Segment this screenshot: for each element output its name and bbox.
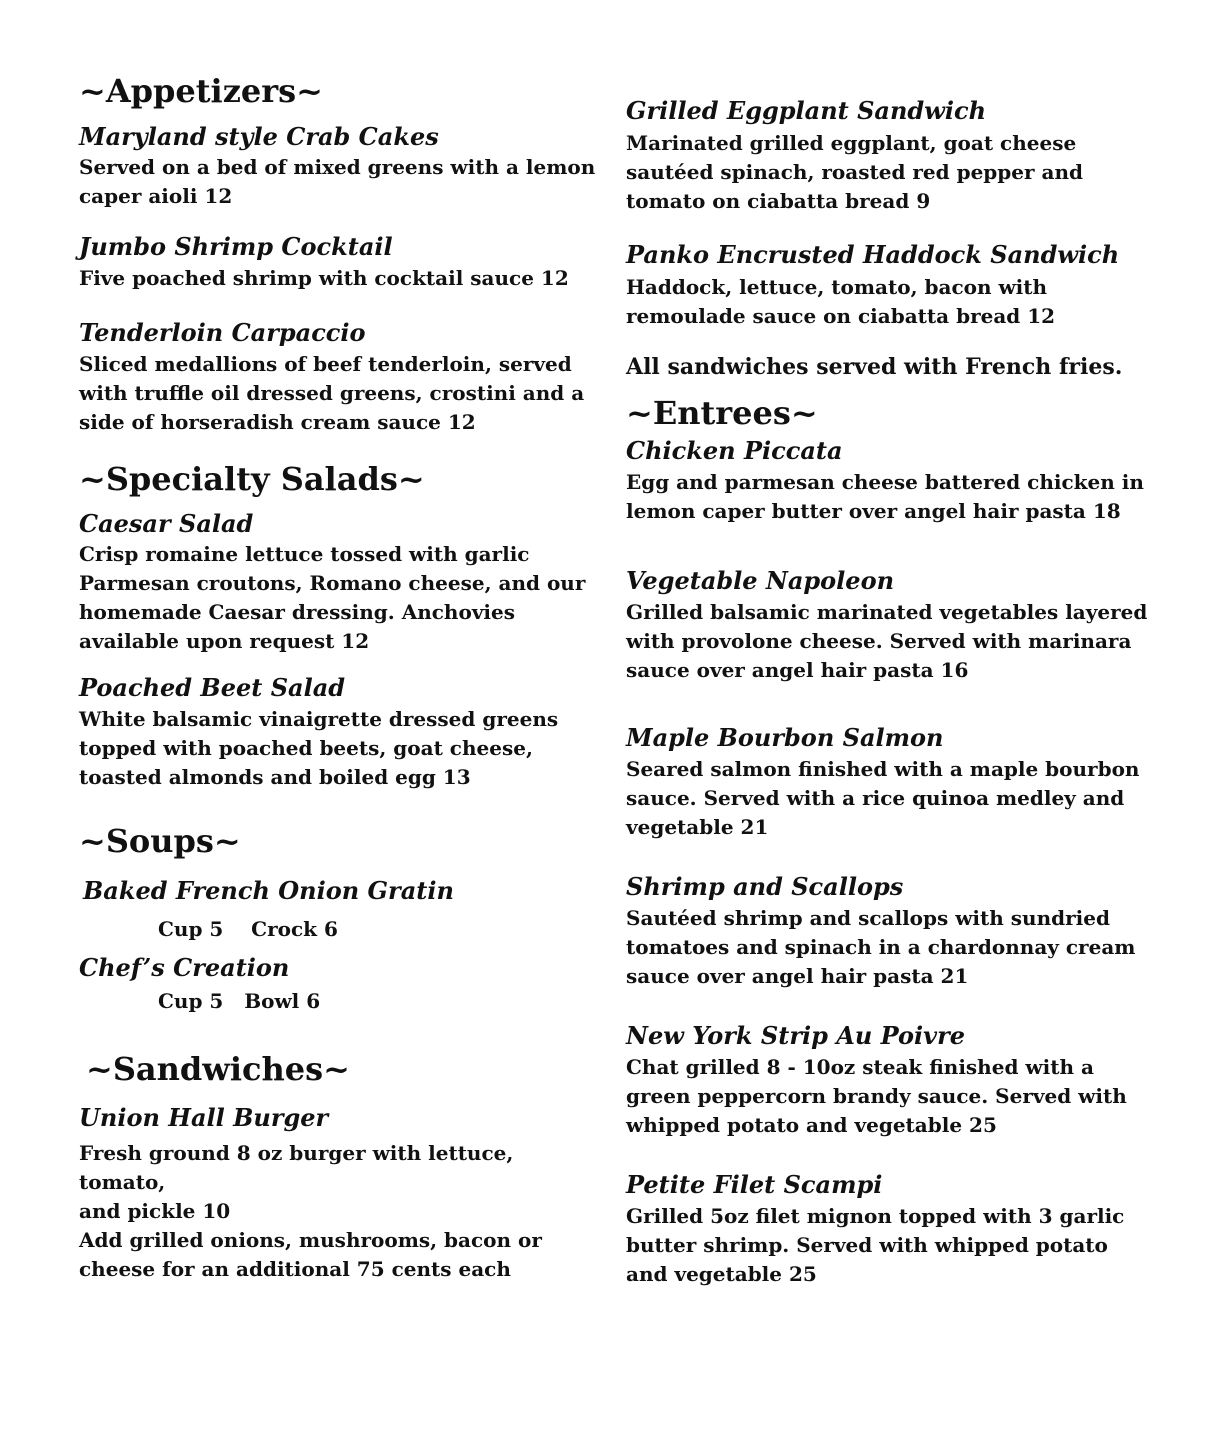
item-name-ny-strip: New York Strip Au Poivre	[626, 1021, 966, 1050]
item-desc-caesar-salad: Crisp romaine lettuce tossed with garlic Parmesan croutons, Romano cheese, and our homemade Caesar dressing. Anchovies available upon request 12	[79, 542, 586, 653]
item-name-eggplant-sandwich: Grilled Eggplant Sandwich	[626, 96, 987, 125]
item-name-vegetable-napoleon: Vegetable Napoleon	[626, 566, 895, 595]
item-name-maple-salmon: Maple Bourbon Salmon	[626, 723, 944, 752]
item-desc-beet-salad: White balsamic vinaigrette dressed greens topped with poached beets, goat cheese, toasted almonds and boiled egg 13	[79, 707, 559, 789]
item-sizes-onion-gratin: Cup 5 Crock 6	[158, 917, 338, 941]
item-name-chicken-piccata: Chicken Piccata	[626, 436, 843, 465]
item-name-filet-scampi: Petite Filet Scampi	[626, 1170, 883, 1199]
item-name-crab-cakes: Maryland style Crab Cakes	[79, 122, 439, 151]
item-name-haddock-sandwich: Panko Encrusted Haddock Sandwich	[626, 240, 1120, 269]
section-title-entrees: ~Entrees~	[626, 394, 818, 432]
item-desc-crab-cakes: Served on a bed of mixed greens with a lemon caper aioli 12	[79, 155, 596, 208]
item-sizes-chefs-creation: Cup 5 Bowl 6	[158, 989, 321, 1013]
item-name-carpaccio: Tenderloin Carpaccio	[79, 318, 366, 347]
item-name-burger: Union Hall Burger	[79, 1103, 329, 1132]
item-desc-filet-scampi: Grilled 5oz filet mignon topped with 3 garlic butter shrimp. Served with whipped potato and vegetable 25	[626, 1204, 1125, 1286]
item-desc-vegetable-napoleon: Grilled balsamic marinated vegetables layered with provolone cheese. Served with marinara sauce over angel hair pasta 16	[626, 600, 1148, 682]
item-name-shrimp-cocktail: Jumbo Shrimp Cocktail	[79, 232, 393, 261]
item-desc-maple-salmon: Seared salmon finished with a maple bourbon sauce. Served with a rice quinoa medley and vegetable 21	[626, 757, 1140, 839]
item-desc-eggplant-sandwich: Marinated grilled eggplant, goat cheese sautéed spinach, roasted red pepper and tomato on ciabatta bread 9	[626, 131, 1083, 213]
item-desc-shrimp-cocktail: Five poached shrimp with cocktail sauce 12	[79, 266, 569, 290]
item-desc-chicken-piccata: Egg and parmesan cheese battered chicken in lemon caper butter over angel hair pasta 18	[626, 470, 1144, 523]
section-title-sandwiches: ~Sandwiches~	[86, 1050, 350, 1088]
section-title-appetizers: ~Appetizers~	[79, 72, 323, 110]
item-name-beet-salad: Poached Beet Salad	[79, 673, 346, 702]
section-title-soups: ~Soups~	[79, 822, 241, 860]
item-name-onion-gratin: Baked French Onion Gratin	[83, 876, 454, 905]
item-name-shrimp-scallops: Shrimp and Scallops	[626, 872, 904, 901]
item-desc-shrimp-scallops: Sautéed shrimp and scallops with sundried tomatoes and spinach in a chardonnay cream sauce over angel hair pasta 21	[626, 906, 1136, 988]
sandwiches-note: All sandwiches served with French fries.	[626, 354, 1123, 380]
item-name-chefs-creation: Chef’s Creation	[79, 953, 290, 982]
item-desc-haddock-sandwich: Haddock, lettuce, tomato, bacon with remoulade sauce on ciabatta bread 12	[626, 275, 1056, 328]
item-desc-carpaccio: Sliced medallions of beef tenderloin, served with truffle oil dressed greens, crostini and a side of horseradish cream sauce 12	[79, 352, 585, 434]
section-title-salads: ~Specialty Salads~	[79, 460, 425, 498]
item-desc-ny-strip: Chat grilled 8 - 10oz steak finished with a green peppercorn brandy sauce. Served with whipped potato and vegetable 25	[626, 1055, 1127, 1137]
item-name-caesar-salad: Caesar Salad	[79, 509, 254, 538]
item-desc-burger: Fresh ground 8 oz burger with lettuce, tomato, and pickle 10 Add grilled onions, mushrooms, bacon or cheese for an additional 75 cents each	[79, 1141, 542, 1281]
